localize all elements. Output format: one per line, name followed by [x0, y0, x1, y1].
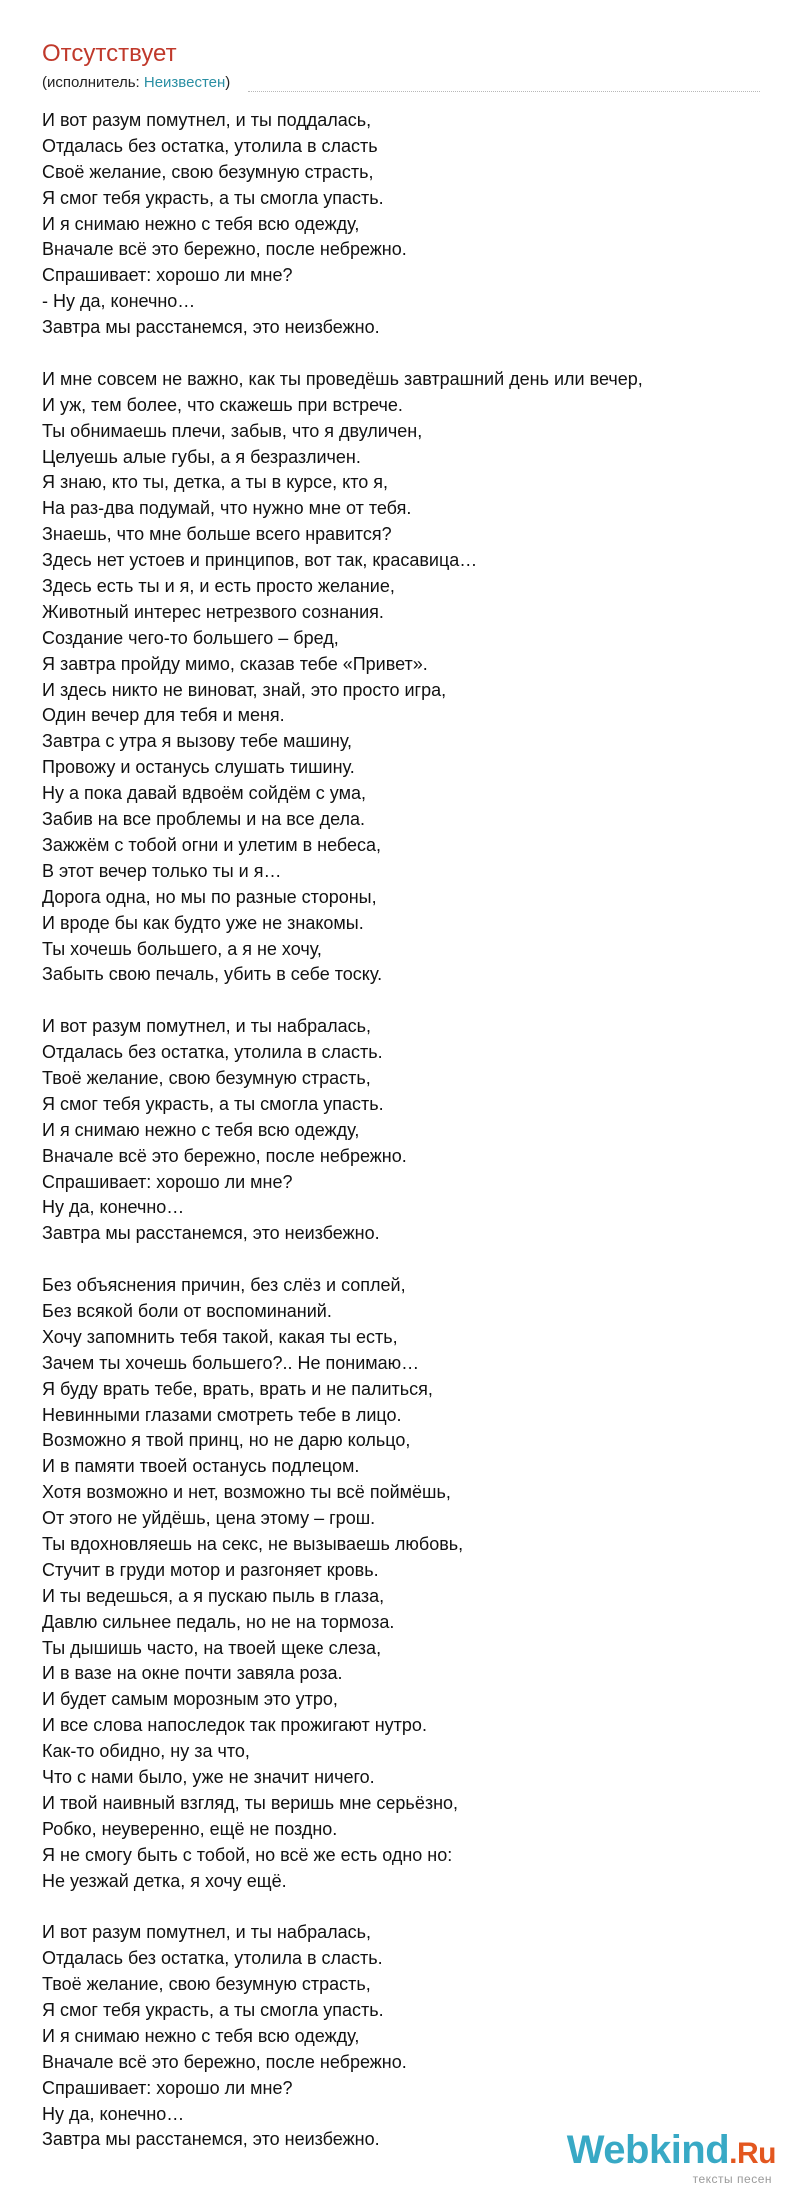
lyric-line: И ты ведешься, а я пускаю пыль в глаза,	[42, 1585, 385, 1606]
lyric-line: И вот разум помутнел, и ты набралась,	[42, 1922, 372, 1943]
lyric-line: Забив на все проблемы и на все дела.	[42, 809, 366, 830]
lyric-line: Без объяснения причин, без слёз и соплей,	[42, 1275, 406, 1296]
lyric-line: Ну а пока давай вдвоём сойдём с ума,	[42, 783, 366, 804]
lyric-line: Один вечер для тебя и меня.	[42, 705, 285, 726]
lyric-line: Зажжём с тобой огни и улетим в небеса,	[42, 834, 382, 855]
logo-name: Webkind	[566, 2128, 730, 2172]
lyric-line: Ты дышишь часто, на твоей щеке слеза,	[42, 1637, 382, 1658]
artist-prefix: (исполнитель:	[42, 74, 144, 91]
lyric-line: От этого не уйдёшь, цена этому – грош.	[42, 1508, 376, 1529]
lyric-line: Я не смогу быть с тобой, но всё же есть одно но:	[42, 1844, 453, 1865]
lyric-line: Животный интерес нетрезвого сознания.	[42, 601, 384, 622]
lyric-line: Возможно я твой принц, но не дарю кольцо,	[42, 1430, 411, 1451]
lyric-line: Создание чего-то большего – бред,	[42, 627, 339, 648]
lyric-line: Отдалась без остатка, утолила в сласть	[42, 135, 378, 156]
lyric-line: Я смог тебя украсть, а ты смогла упасть.	[42, 1093, 384, 1114]
lyric-line: И я снимаю нежно с тебя всю одежду,	[42, 2025, 360, 2046]
lyric-line: Хочу запомнить тебя такой, какая ты есть,	[42, 1326, 398, 1347]
lyric-line: И все слова напоследок так прожигают нутро.	[42, 1715, 427, 1736]
lyric-line: Целуешь алые губы, а я безразличен.	[42, 446, 361, 467]
artist-suffix: )	[225, 74, 231, 91]
lyric-line: Завтра мы расстанемся, это неизбежно.	[42, 2129, 380, 2150]
lyric-line: Без всякой боли от воспоминаний.	[42, 1300, 332, 1321]
lyric-line: И мне совсем не важно, как ты проведёшь завтрашний день или вечер,	[42, 368, 643, 389]
lyric-line: Робко, неуверенно, ещё не поздно.	[42, 1818, 338, 1839]
lyric-line: Дорога одна, но мы по разные стороны,	[42, 886, 377, 907]
lyric-line: Я смог тебя украсть, а ты смогла упасть.	[42, 2000, 384, 2021]
lyric-line: И здесь никто не виноват, знай, это просто игра,	[42, 679, 447, 700]
lyric-line: Вначале всё это бережно, после небрежно.	[42, 2051, 407, 2072]
lyric-line: И будет самым морозным это утро,	[42, 1689, 338, 1710]
lyrics-stanza	[42, 367, 772, 988]
lyric-line: Завтра с утра я вызову тебе машину,	[42, 731, 353, 752]
lyric-line: Спрашивает: хорошо ли мне?	[42, 2077, 293, 2098]
lyric-line: И в вазе на окне почти завяла роза.	[42, 1663, 343, 1684]
header-divider	[248, 91, 760, 92]
logo-tagline: тексты песен	[692, 2172, 772, 2186]
lyric-line: Давлю сильнее педаль, но не на тормоза.	[42, 1611, 395, 1632]
lyrics-stanza	[42, 1273, 772, 1894]
lyric-line: Ну да, конечно…	[42, 2103, 185, 2124]
lyric-line: Здесь есть ты и я, и есть просто желание,	[42, 576, 395, 597]
lyric-line: Зачем ты хочешь большего?.. Не понимаю…	[42, 1352, 420, 1373]
lyrics-stanza	[42, 108, 772, 341]
lyric-line: Здесь нет устоев и принципов, вот так, красавица…	[42, 550, 478, 571]
lyric-line: Как-то обидно, ну за что,	[42, 1741, 250, 1762]
lyric-line: Спрашивает: хорошо ли мне?	[42, 265, 293, 286]
lyric-line: Твоё желание, свою безумную страсть,	[42, 1974, 371, 1995]
lyric-line: Отдалась без остатка, утолила в сласть.	[42, 1948, 383, 1969]
lyric-line: Ты хочешь большего, а я не хочу,	[42, 938, 322, 959]
site-logo[interactable]	[567, 2128, 776, 2186]
lyric-line: И вроде бы как будто уже не знакомы.	[42, 912, 364, 933]
lyric-line: Ты вдохновляешь на секс, не вызываешь любовь,	[42, 1533, 464, 1554]
lyric-line: Своё желание, свою безумную страсть,	[42, 161, 374, 182]
lyric-line: И уж, тем более, что скажешь при встрече.	[42, 394, 403, 415]
lyric-line: - Ну да, конечно…	[42, 291, 196, 312]
lyric-line: И вот разум помутнел, и ты набралась,	[42, 1016, 372, 1037]
lyrics-body	[42, 108, 772, 2153]
lyric-line: Не уезжай детка, я хочу ещё.	[42, 1870, 287, 1891]
lyric-line: Провожу и останусь слушать тишину.	[42, 757, 355, 778]
artist-line	[42, 74, 230, 91]
lyric-line: И твой наивный взгляд, ты веришь мне серьёзно,	[42, 1792, 459, 1813]
lyric-line: Невинными глазами смотреть тебе в лицо.	[42, 1404, 402, 1425]
lyric-line: Вначале всё это бережно, после небрежно.	[42, 239, 407, 260]
lyric-line: Хотя возможно и нет, возможно ты всё поймёшь,	[42, 1482, 451, 1503]
lyric-line: Твоё желание, свою безумную страсть,	[42, 1067, 371, 1088]
song-title: Отсутствует	[42, 40, 177, 67]
lyrics-stanza	[42, 1920, 772, 2153]
lyric-line: Знаешь, что мне больше всего нравится?	[42, 524, 392, 545]
lyric-line: Завтра мы расстанемся, это неизбежно.	[42, 317, 380, 338]
lyric-line: И в памяти твоей останусь подлецом.	[42, 1456, 360, 1477]
logo-tld: .Ru	[729, 2137, 776, 2170]
lyric-line: И вот разум помутнел, и ты поддалась,	[42, 110, 372, 130]
lyric-line: Что с нами было, уже не значит ничего.	[42, 1767, 375, 1787]
lyric-line: Спрашивает: хорошо ли мне?	[42, 1171, 293, 1192]
artist-link[interactable]: Неизвестен	[143, 74, 226, 91]
lyric-line: На раз-два подумай, что нужно мне от тебя.	[42, 498, 412, 519]
lyric-line: Ты обнимаешь плечи, забыв, что я двуличен,	[42, 420, 423, 441]
lyric-line: Я смог тебя украсть, а ты смогла упасть.	[42, 187, 384, 208]
lyric-line: Завтра мы расстанемся, это неизбежно.	[42, 1223, 380, 1244]
lyric-line: Я завтра пройду мимо, сказав тебе «Привет».	[42, 653, 428, 674]
lyric-line: Забыть свою печаль, убить в себе тоску.	[42, 964, 383, 985]
lyric-line: И я снимаю нежно с тебя всю одежду,	[42, 213, 360, 234]
lyric-line: В этот вечер только ты и я…	[42, 860, 282, 881]
lyrics-stanza	[42, 1014, 772, 1247]
lyric-line: Отдалась без остатка, утолила в сласть.	[42, 1042, 383, 1063]
lyric-line: Я буду врать тебе, врать, врать и не палиться,	[42, 1378, 433, 1399]
logo-wordmark	[567, 2128, 776, 2176]
lyric-line: Я знаю, кто ты, детка, а ты в курсе, кто я,	[42, 472, 388, 493]
lyric-line: И я снимаю нежно с тебя всю одежду,	[42, 1119, 360, 1140]
lyric-line: Стучит в груди мотор и разгоняет кровь.	[42, 1559, 379, 1580]
lyric-line: Вначале всё это бережно, после небрежно.	[42, 1145, 407, 1166]
lyric-line: Ну да, конечно…	[42, 1197, 185, 1218]
